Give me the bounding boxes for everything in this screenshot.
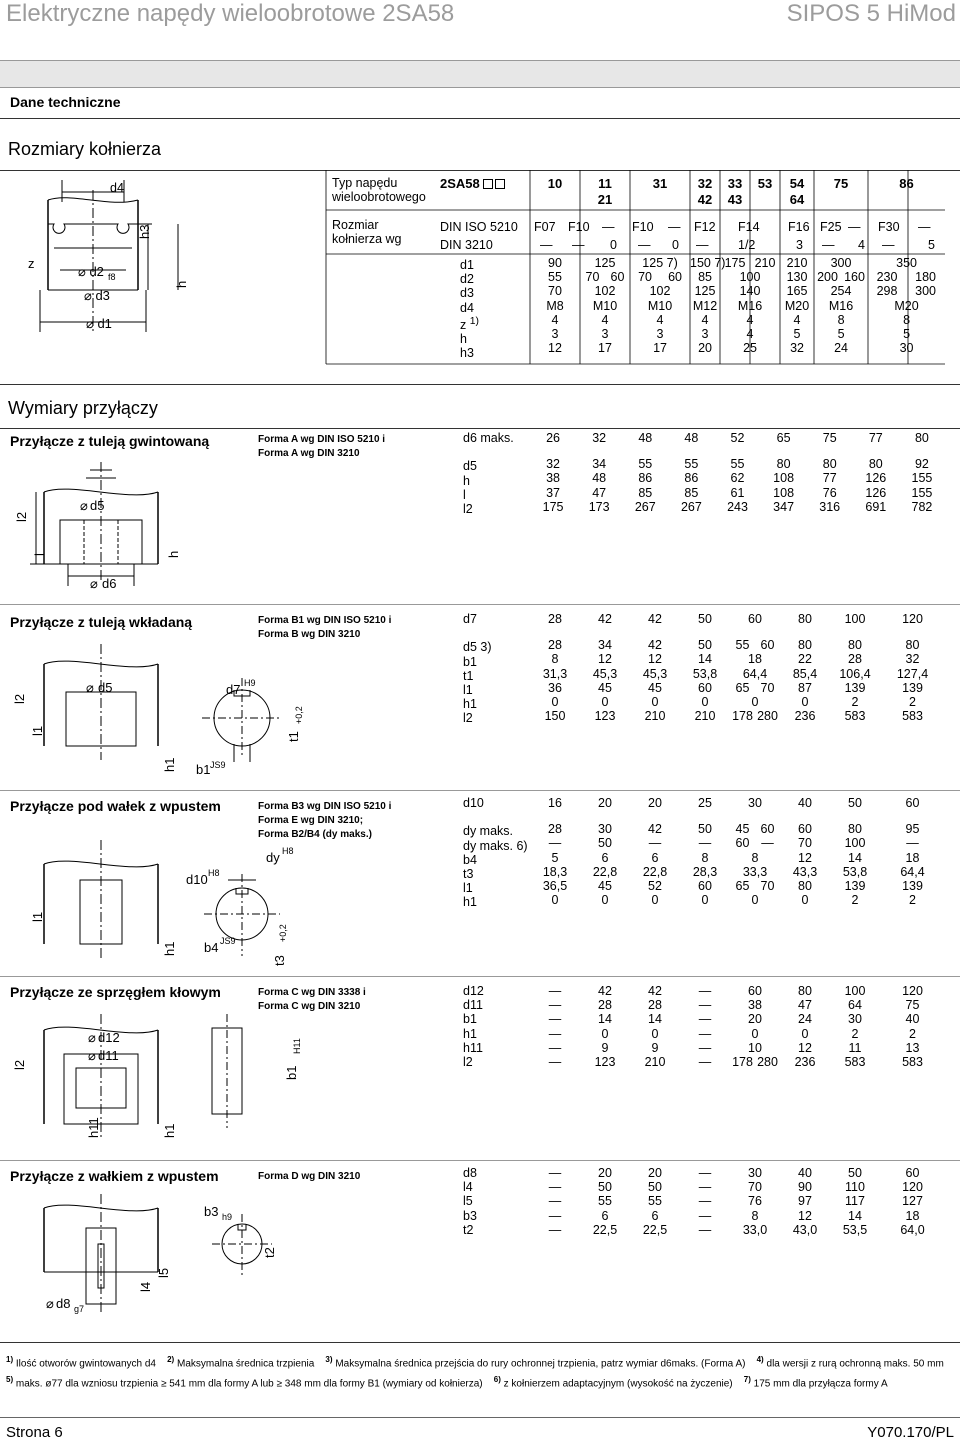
- svg-text:z: z: [28, 256, 35, 271]
- claw-drawing: [0, 1004, 320, 1164]
- claw-title: Przyłącze ze sprzęgłem kłowym: [10, 984, 221, 1000]
- svg-text:h1: h1: [162, 941, 177, 956]
- threaded-drawing: [0, 452, 220, 602]
- svg-text:d11: d11: [98, 1048, 119, 1063]
- svg-text:t1: t1: [286, 731, 301, 742]
- inserted-forms: Forma B1 wg DIN ISO 5210 i Forma B wg DIN 3210: [258, 615, 392, 640]
- inserted-table: 28 42 42 50 60 80 100 120 28 34 42 50 55 60 80 80 80 8 12 12 14 18 22 28 32 31,3 45,3 45,3 53,8 64,4 85,4 106,4 127,4 36 45 45 60 65 70 87 139 139 0 0 0 0 0 0 2 2 150 123 210 210 178 280 236 583 583: [542, 612, 929, 724]
- svg-text:t3: t3: [272, 955, 287, 966]
- svg-text:l5: l5: [156, 1267, 171, 1278]
- footer-divider: [0, 1417, 960, 1418]
- svg-text:d6: d6: [102, 576, 117, 591]
- svg-text:H9: H9: [244, 678, 256, 688]
- svg-text:d4: d4: [110, 181, 124, 195]
- threaded-labels: d6 maks. d5 h l l2: [463, 431, 514, 517]
- brand-title: SIPOS 5 HiMod: [786, 0, 956, 27]
- document-title: Elektryczne napędy wieloobrotowe 2SA58: [6, 0, 455, 27]
- divider: [0, 384, 960, 385]
- svg-text:g7: g7: [74, 1304, 85, 1314]
- shaft-drawing: [0, 820, 320, 980]
- svg-text:d5: d5: [98, 680, 113, 695]
- divider: [0, 118, 960, 119]
- threaded-title: Przyłącze z tuleją gwintowaną: [10, 433, 210, 449]
- svg-text:b1: b1: [284, 1065, 299, 1080]
- svg-text:dy: dy: [266, 850, 280, 865]
- svg-text:d10: d10: [186, 872, 208, 887]
- inserted-title: Przyłącze z tuleją wkładaną: [10, 614, 193, 630]
- flange-row-labels: d1 d2 d3 d4 z $^{1)}$ h h3: [460, 258, 479, 361]
- claw-forms: Forma C wg DIN 3338 i Forma C wg DIN 3210: [258, 987, 366, 1012]
- svg-text:+0,2: +0,2: [294, 706, 304, 724]
- svg-text:d8: d8: [56, 1296, 71, 1311]
- inserted-drawing: [0, 634, 320, 784]
- section-band: [0, 60, 960, 88]
- dia-icon: ⌀: [80, 498, 88, 513]
- svg-text:d5: d5: [90, 498, 105, 513]
- svg-text:l: l: [32, 553, 47, 556]
- document-code: Y070.170/PL: [867, 1424, 954, 1440]
- svg-text:l4: l4: [138, 1281, 153, 1292]
- svg-text:h1: h1: [162, 1123, 177, 1138]
- keyed-table: — 20 20 — 30 40 50 60 — 50 50 — 70 90 110 120 — 55 55 — 76 97 117 127 — 6 6 — 8 12 14 18 — 22,5 22,5 — 33,0 43,0 53,5 64,0: [548, 1166, 925, 1237]
- divider: [0, 428, 960, 429]
- threaded-forms: Forma A wg DIN ISO 5210 i Forma A wg DIN 3210: [258, 434, 386, 459]
- svg-text:h11: h11: [86, 1117, 101, 1138]
- shaft-title: Przyłącze pod wałek z wpustem: [10, 798, 221, 814]
- svg-text:+0,2: +0,2: [278, 924, 288, 942]
- svg-text:⌀: ⌀: [88, 1030, 96, 1045]
- svg-text:l1: l1: [30, 725, 45, 736]
- shaft-labels: d10 dy maks. dy maks. 6) b4 t3 l1 h1: [463, 796, 528, 910]
- svg-text:H8: H8: [282, 846, 294, 856]
- keyed-forms: Forma D wg DIN 3210: [258, 1171, 361, 1182]
- svg-text:f8: f8: [108, 272, 116, 282]
- standard-labels: DIN ISO 5210 DIN 3210: [440, 220, 518, 252]
- svg-text:h1: h1: [162, 757, 177, 772]
- svg-text:JS9: JS9: [210, 760, 226, 770]
- divider: [0, 1342, 960, 1343]
- svg-text:h3: h3: [137, 224, 152, 239]
- keyed-drawing: [0, 1188, 320, 1338]
- footnotes: $^{1)}$ Ilość otworów gwintowanych d4 $^{2)}$ Maksymalna średnica trzpienia $^{3)}$ Maksymalna średnica przejścia do rury ochronnej trzpienia, patrz wymiar d6maks. (Forma A) $^{4)}$ dla wersji z rurą ochronną maks. 50 mm $^{5)}$ maks. ø77 dla wzniosu trzpienia ≥ 541 mm dla formy A lub ≥ 348 mm dla formy B1 (wymiary od kołnierza) $^{6)}$ z kołnierzem adaptacyjnym (wysokość na życzenie) $^{7)}$ 175 mm dla przyłącza formy A: [6, 1355, 944, 1390]
- model-name: 2SA58: [440, 176, 505, 191]
- svg-text:⌀ d1: ⌀ d1: [86, 316, 112, 331]
- svg-text:l2: l2: [12, 693, 27, 704]
- svg-text:⌀ d2: ⌀ d2: [78, 264, 104, 279]
- svg-text:l2: l2: [12, 1059, 27, 1070]
- type-label: Typ napędu wieloobrotowego: [332, 176, 426, 204]
- svg-text:h: h: [166, 550, 181, 558]
- svg-text:l1: l1: [30, 911, 45, 922]
- svg-text:h9: h9: [222, 1212, 233, 1222]
- band-label: Dane techniczne: [10, 94, 121, 110]
- svg-text:t2: t2: [262, 1247, 277, 1258]
- keyed-title: Przyłącze z wałkiem z wpustem: [10, 1168, 219, 1184]
- dia-icon: ⌀: [90, 576, 98, 591]
- inserted-labels: d7 d5 3) b1 t1 l1 h1 l2: [463, 612, 492, 726]
- svg-text:b4: b4: [204, 940, 219, 955]
- svg-text:⌀: ⌀: [46, 1296, 54, 1311]
- shaft-forms: Forma B3 wg DIN ISO 5210 i Forma E wg DIN 3210; Forma B2/B4 (dy maks.): [258, 801, 392, 840]
- divider: [0, 976, 960, 977]
- divider: [0, 790, 960, 791]
- svg-text:⌀: ⌀: [88, 1048, 96, 1063]
- svg-text:l2: l2: [14, 511, 29, 522]
- svg-text:h: h: [174, 280, 189, 288]
- svg-text:b1: b1: [196, 762, 211, 777]
- size-label: Rozmiar kołnierza wg: [332, 218, 402, 246]
- page-number: Strona 6: [6, 1424, 63, 1440]
- svg-text:H11: H11: [292, 1038, 302, 1054]
- divider: [0, 604, 960, 605]
- flange-title: Rozmiary kołnierza: [8, 139, 162, 159]
- svg-text:⌀: ⌀: [86, 680, 94, 695]
- svg-text:d12: d12: [98, 1030, 120, 1045]
- svg-text:b3: b3: [204, 1204, 219, 1219]
- svg-text:H8: H8: [208, 868, 220, 878]
- svg-text:d7: d7: [226, 682, 241, 697]
- claw-labels: d12 d11 b1 h1 h11 l2: [463, 984, 484, 1070]
- shaft-table: 16 20 20 25 30 40 50 60 28 30 42 50 45 60 60 80 95 — 50 — — 60 — 70 100 — 5 6 6 8 8 12 14 18 18,3 22,8 22,8 28,3 33,3 43,3 53,8 64,4 36,5 45 52 60 65 70 80 139 139 0 0 0 0 0 0 2 2: [542, 796, 925, 908]
- connections-title: Wymiary przyłączy: [8, 398, 158, 418]
- divider: [0, 1160, 960, 1161]
- keyed-labels: d8 l4 l5 b3 t2: [463, 1166, 477, 1237]
- svg-text:JS9: JS9: [220, 936, 236, 946]
- flange-values: 90 125 125 7) 150 7) 175 210 210 300 350 55 70 60 70 60 85 100 130 200 160 230 180 70 102 102 125 140 165 254 298 300 M8 M10 M10 M12 M16 M20 M16 M20 4 4 4 4 4 4 8 8 3 3 3 3 4 5 5 5 12 17 17 20 25 32 24 30: [546, 256, 936, 356]
- threaded-table: 26 32 48 48 52 65 75 77 80 32 34 55 55 55 80 80 80 92 38 48 86 86 62 108 77 126 155 37 47 85 85 61 108 76 126 155 175 173 267 267 243 347 316 691 782: [542, 431, 933, 514]
- svg-text:⌀ d3: ⌀ d3: [84, 288, 110, 303]
- claw-table: — 42 42 — 60 80 100 120 — 28 28 — 38 47 64 75 — 14 14 — 20 24 30 40 — 0 0 — 0 0 2 2 — 9 9 — 10 12 11 13 — 123 210 — 178 280 236 583 583: [548, 984, 923, 1070]
